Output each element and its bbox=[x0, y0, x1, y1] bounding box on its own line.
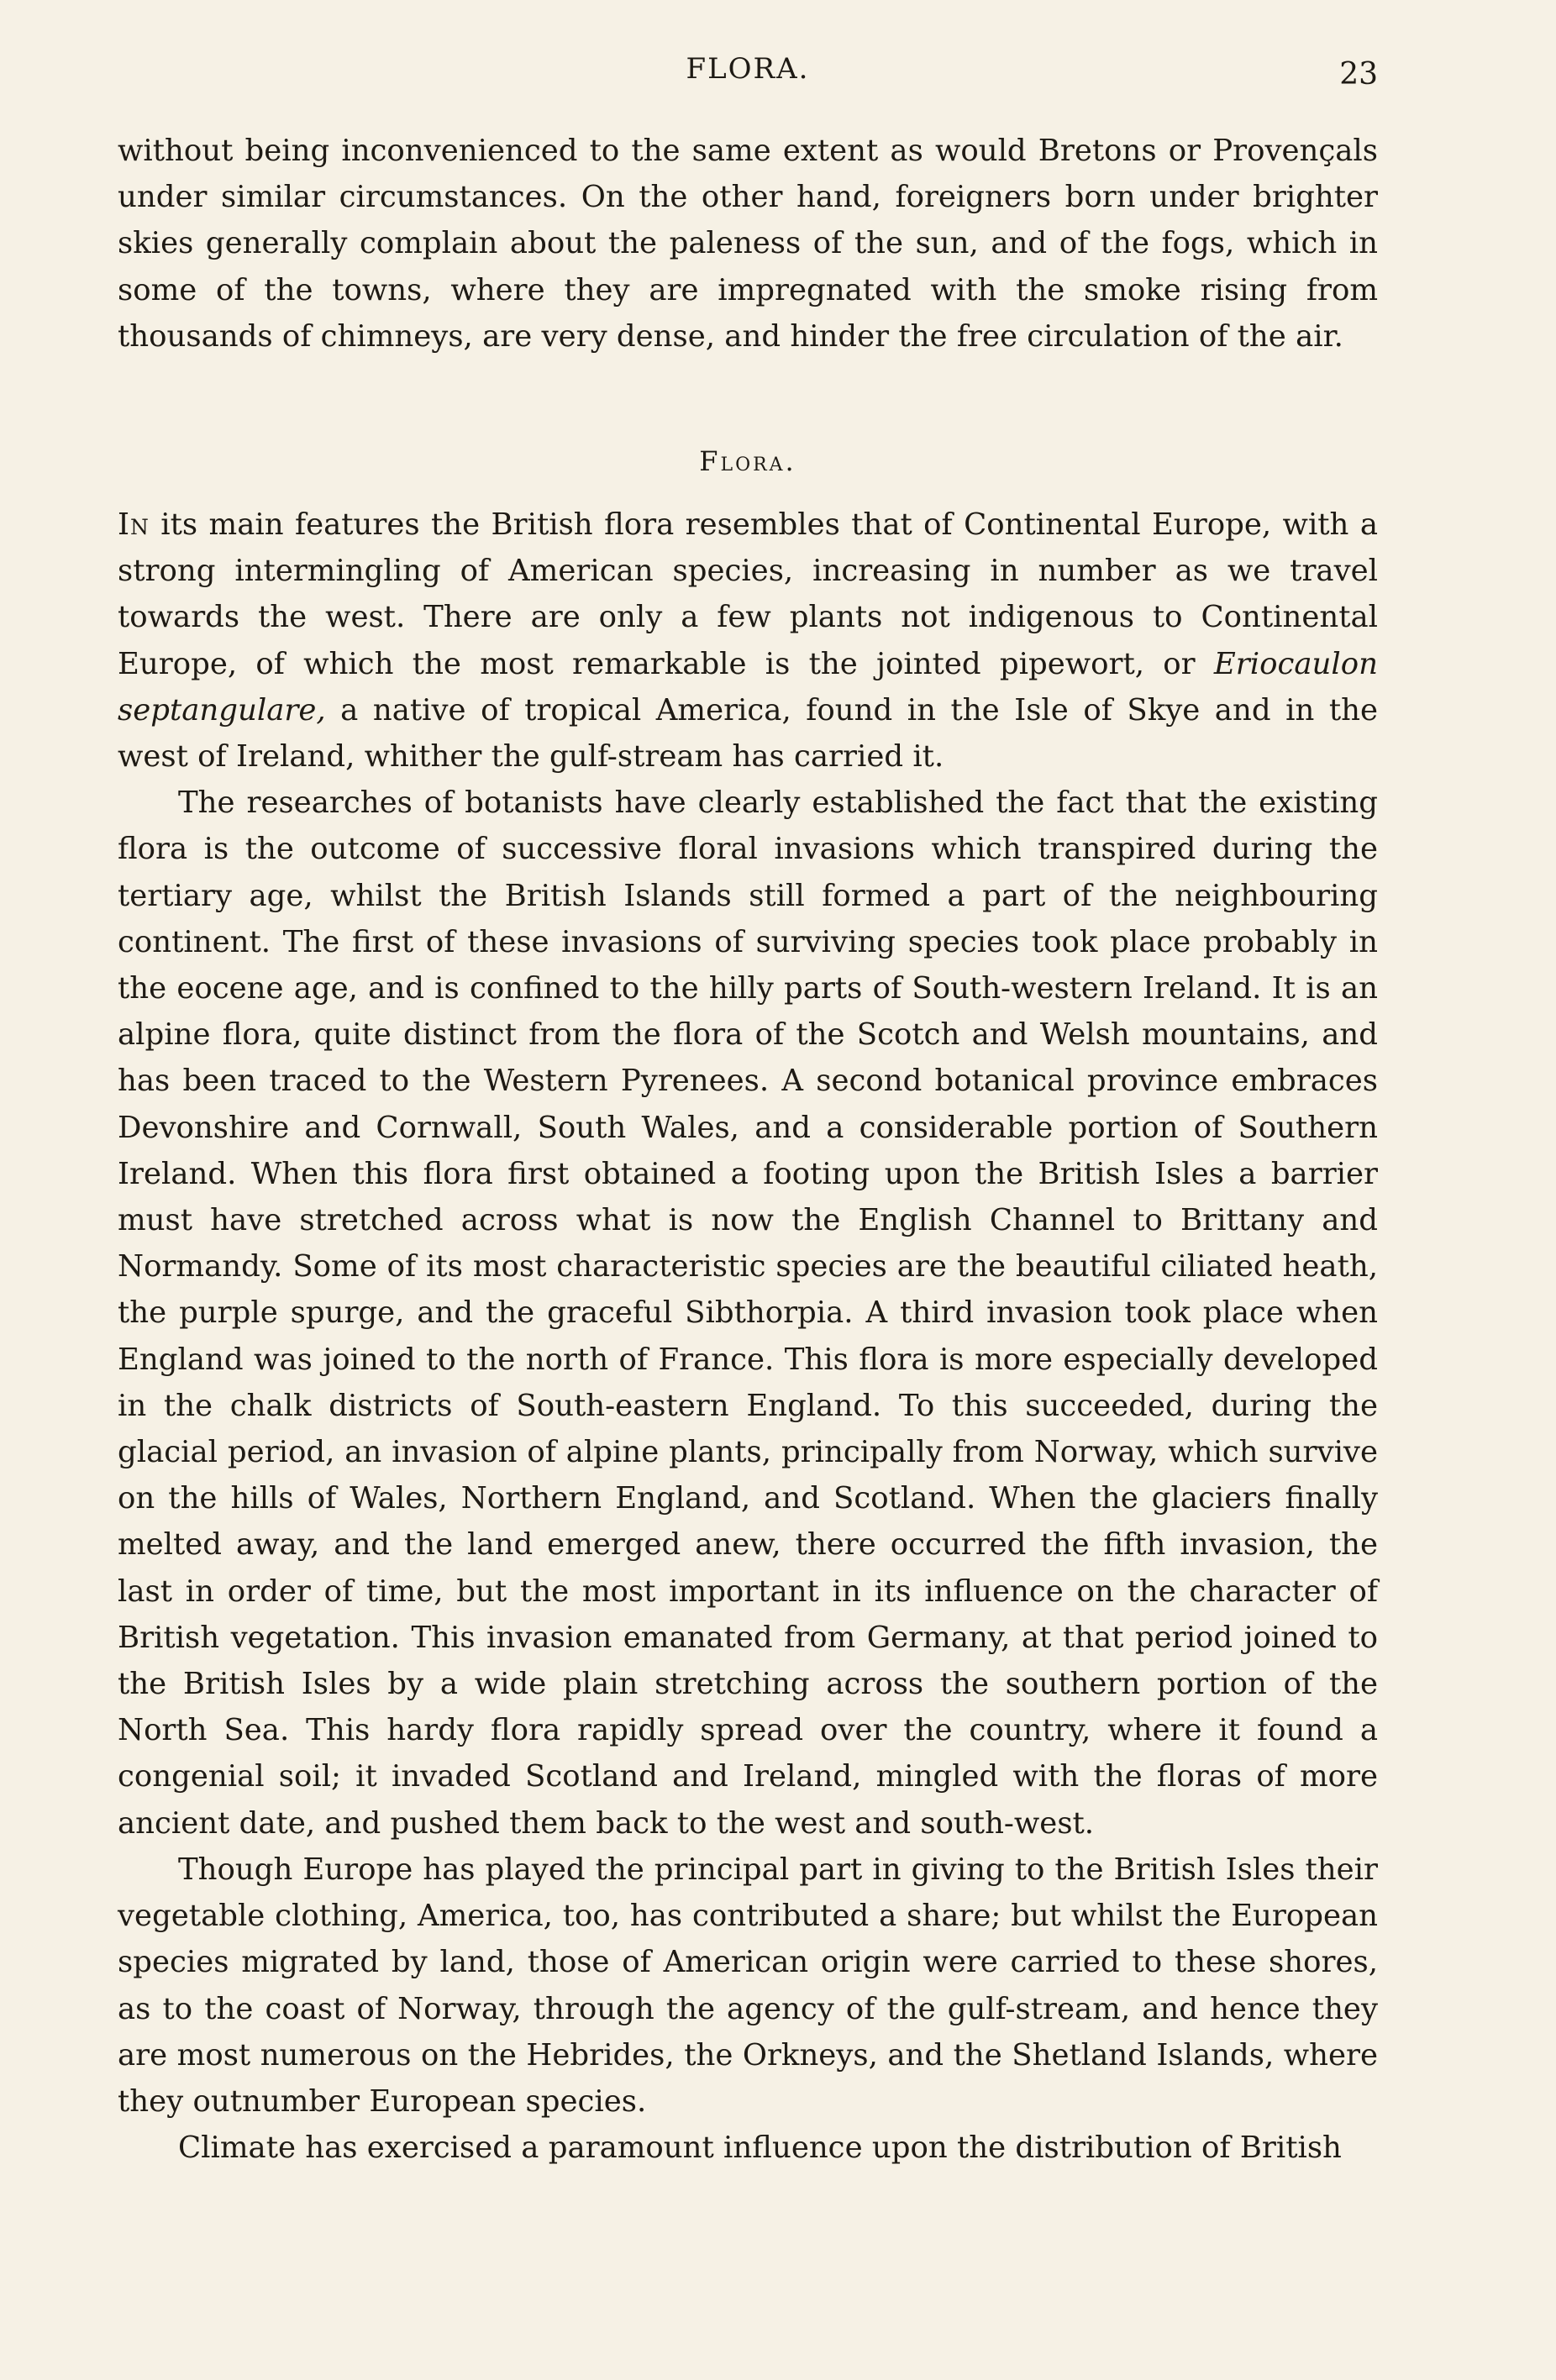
paragraph-flora-intro bbox=[118, 502, 1378, 780]
species-name: Eriocaulon septangulare, bbox=[118, 646, 1378, 728]
body-text bbox=[118, 502, 1378, 2171]
lead-in-word: In bbox=[118, 507, 150, 542]
intro-paragraph: without being inconvenienced to the same extent as would Bretons or Provençals under similar circumstances. On the other hand, foreigners born under brighter skies generally complain about the paleness of the sun, and of the fogs, which in some of the towns, where they are impregnated with the smoke rising from thousands of chimneys, are very dense, and hinder the free circulation of the air. bbox=[118, 134, 1378, 354]
paragraph-flora-intro-text-b: a native of tropical America, found in the Isle of Skye and in the west of Ireland, whither the gulf-stream has carried it. bbox=[118, 692, 1378, 775]
intro-paragraph-block bbox=[118, 128, 1378, 360]
paragraph-invasions: The researches of botanists have clearly established the fact that the existing flora is the outcome of successive floral invasions which transpired during the tertiary age, whilst the British Islands still formed a part of the neighbouring continent. The first of these invasions of surviving species took place probably in the eocene age, and is confined to the hilly parts of South-western Ireland. It is an alpine flora, quite distinct from the flora of the Scotch and Welsh mountains, and has been traced to the Western Pyrenees. A second botanical province embraces Devonshire and Cornwall, South Wales, and a considerable portion of Southern Ireland. When this flora first obtained a footing upon the British Isles a barrier must have stretched across what is now the English Channel to Brittany and Normandy. Some of its most characteristic species are the beautiful ciliated heath, the purple spurge, and the graceful Sibthorpia. A third invasion took place when England was joined to the north of France. This flora is more especially developed in the chalk districts of South-eastern England. To this succeeded, during the glacial period, an invasion of alpine plants, principally from Norway, which survive on the hills of Wales, Northern England, and Scotland. When the glaciers finally melted away, and the land emerged anew, there occurred the fifth invasion, the last in order of time, but the most important in its influence on the character of British vegetation. This invasion emanated from Germany, at that period joined to the British Isles by a wide plain stretching across the southern portion of the North Sea. This hardy flora rapidly spread over the country, where it found a congenial soil; it invaded Scotland and Ireland, mingled with the floras of more ancient date, and pushed them back to the west and south-west. bbox=[118, 785, 1378, 1841]
paragraph-america: Though Europe has played the principal part in giving to the British Isles their vegetable clothing, America, too, has contributed a share; but whilst the European species migrated by land, those of American origin were carried to these shores, as to the coast of Norway, through the agency of the gulf-stream, and hence they are most numerous on the Hebrides, the Orkneys, and the Shetland Islands, where they outnumber European species. bbox=[118, 1852, 1378, 2119]
page-header bbox=[118, 52, 1378, 102]
paragraph-flora-intro-text-a: its main features the British flora resembles that of Continental Europe, with a strong intermingling of American species, increasing in number as we travel towards the west. There are only a few plants not indigenous to Continental Europe, of which the most remarkable is the jointed pipewort, or bbox=[118, 507, 1378, 681]
running-head: FLORA. bbox=[686, 52, 810, 86]
section-heading-text: Flora. bbox=[699, 445, 796, 477]
page-number: 23 bbox=[1339, 57, 1378, 92]
section-heading bbox=[118, 445, 1378, 477]
paragraph-climate: Climate has exercised a paramount influence upon the distribution of British bbox=[178, 2130, 1342, 2166]
